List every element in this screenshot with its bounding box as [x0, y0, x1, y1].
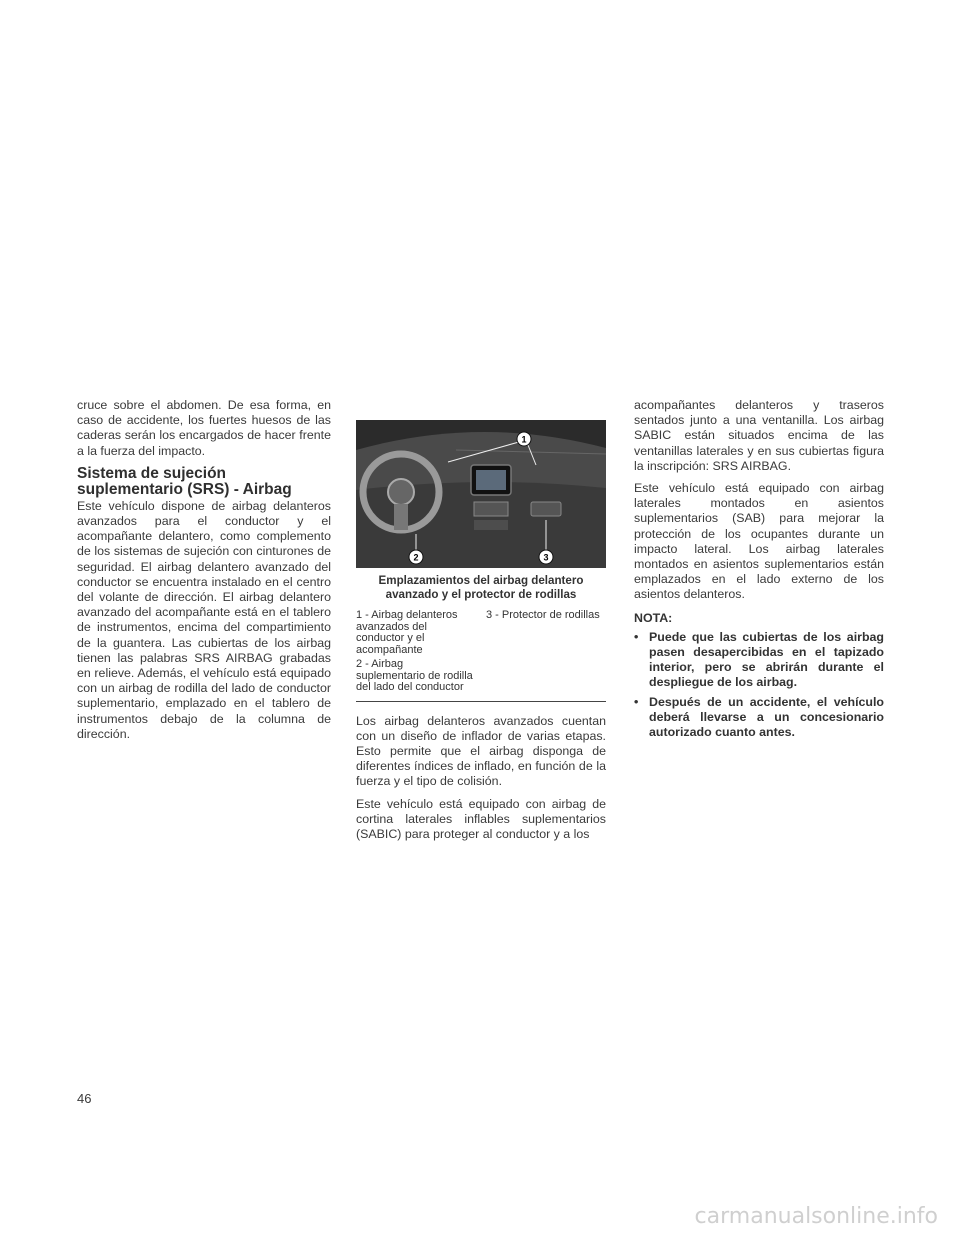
nota-label: NOTA:: [634, 610, 673, 625]
watermark: carmanualsonline.info: [694, 1204, 938, 1229]
srs-body-paragraph: Este vehículo dispone de airbag delanteros avanzados para el conductor y el acompañante delantero, como complemento de los sistemas de sujeción con cinturones de seguridad. El airbag delantero avanzado del conductor se encuentra instalado en el centro del volante de dirección. El airbag delantero avanzado del acompañante está en el tablero de instrumentos, encima del compartimiento de la guantera. Las cubiertas de los airbag tienen las palabras SRS AIRBAG grabadas en relieve. Además, el vehículo está equipado con un airbag de rodilla del lado de conductor suplementario, emplazado en el tablero de instrumentos debajo de la columna de dirección.: [77, 498, 331, 741]
figure-caption: Emplazamientos del airbag delantero avanzado y el protector de rodillas: [378, 574, 584, 601]
sab-paragraph: Este vehículo está equipado con airbag laterales montados en asientos suplementarios (SAB) para mejorar la protección de los ocupantes durante un impacto lateral. Los airbag laterales montados en asientos suplementarios están emplazados en el lado externo de los asientos delanteros.: [634, 481, 884, 602]
column-middle: [356, 420, 606, 849]
legend-divider: [356, 701, 606, 702]
sabic-continued-paragraph: acompañantes delanteros y traseros sentados junto a una ventanilla. Los airbag SABIC están situados encima de las ventanillas laterales y en sus cubiertas figura la inscripción: SRS AIRBAG.: [634, 398, 884, 473]
figure-legend: [356, 610, 606, 697]
column-left: [77, 398, 331, 749]
bullet-icon: •: [634, 629, 639, 644]
legend-item-2: 2 - Airbag suplementario de rodilla del lado del conductor: [356, 658, 473, 693]
sabic-paragraph: Este vehículo está equipado con airbag de cortina laterales inflables suplementarios (SABIC) para proteger al conductor y a los: [356, 796, 606, 841]
bullet-icon: •: [634, 694, 639, 709]
section-heading: Sistema de sujeción suplementario (SRS) - Airbag: [77, 464, 292, 498]
nota-bullet-2-text: Después de un accidente, el vehículo deberá llevarse a un concesionario autorizado cuanto antes.: [649, 694, 884, 740]
inflator-paragraph: Los airbag delanteros avanzados cuentan con un diseño de inflador de varias etapas. Esto permite que el airbag disponga de diferentes índices de inflado, en función de la fuerza y el tipo de colisión.: [356, 713, 606, 789]
intro-paragraph: cruce sobre el abdomen. De esa forma, en caso de accidente, los fuertes huesos de las caderas serán los encargados de hacer frente a la fuerza del impacto.: [77, 398, 331, 458]
callout-1: 1: [521, 434, 527, 445]
nota-bullet-1-text: Puede que las cubiertas de los airbag pasen desapercibidas en el tapizado interior, pero se abrirán durante el despliegue de los airbag.: [649, 629, 884, 690]
legend-item-3: 3 - Protector de rodillas: [486, 609, 600, 621]
nota-bullet-1: [634, 630, 884, 691]
nota-bullet-2: [634, 695, 884, 741]
dashboard-figure: [356, 420, 606, 568]
dashboard-illustration: [356, 420, 606, 568]
callout-3: 3: [543, 552, 549, 563]
page-number: 46: [77, 1091, 92, 1106]
column-right: [634, 398, 884, 744]
callout-2: 2: [413, 552, 419, 563]
legend-item-1: 1 - Airbag delanteros avanzados del conductor y el acompañante: [356, 609, 458, 656]
